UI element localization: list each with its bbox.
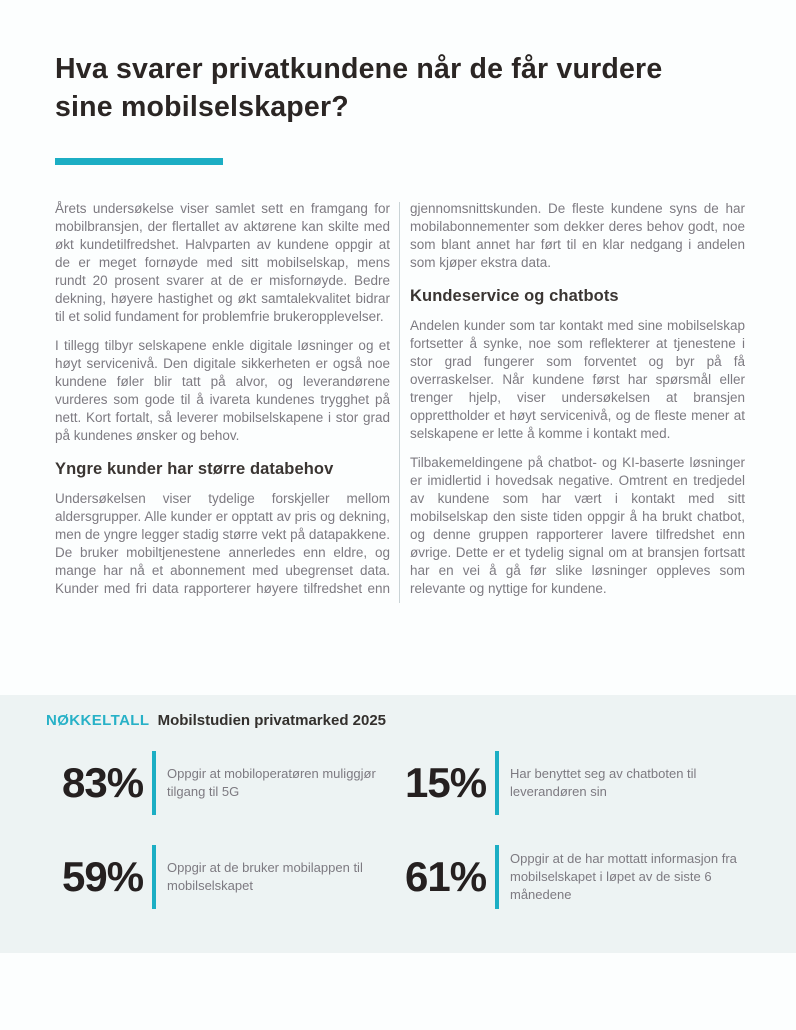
key-figures-eyebrow: NØKKELTALL bbox=[46, 712, 150, 729]
title-accent-rule bbox=[55, 158, 223, 165]
stat-label: Har benyttet seg av chatboten til leverandøren sin bbox=[510, 766, 697, 799]
stat-chatbot bbox=[405, 751, 765, 815]
stat-label: Oppgir at de har mottatt informasjon fra mobilselskapet i løpet av de siste 6 månedene bbox=[510, 851, 737, 902]
stat-divider-bar bbox=[495, 845, 499, 909]
key-figures-title: Mobilstudien privatmarked 2025 bbox=[157, 712, 387, 729]
section-heading-databehov: Yngre kunder har større databehov bbox=[55, 460, 334, 478]
page-title-line-1: Hva svarer privatkundene når de får vurdere bbox=[55, 53, 663, 85]
page-title bbox=[55, 50, 765, 126]
key-figures-grid bbox=[62, 751, 765, 909]
stat-label: Oppgir at mobiloperatøren muliggjør tilgang til 5G bbox=[167, 766, 376, 799]
stat-value: 83% bbox=[62, 759, 144, 806]
article-column-left bbox=[55, 200, 390, 609]
stat-mobilapp bbox=[62, 845, 405, 909]
paragraph: Årets undersøkelse viser samlet sett en framgang for mobilbransjen, der flertallet av aktørene kan skilte med økt kundetilfredshet. Halvparten av kundene oppgir at de er meget fornøyde med sitt mobilselskap, mens rundt 20 prosent svarer at de er misfornøyde. Bedre dekning, høyere hastighet og økt samtalekvalitet bidrar til et solid fundament for problemfrie brukeropplevelser. bbox=[55, 201, 390, 324]
stat-label: Oppgir at de bruker mobilappen til mobilselskapet bbox=[167, 860, 363, 893]
paragraph: Tilbakemeldingene på chatbot- og KI-baserte løsninger er imidlertid i hovedsak negative. Omtrent en tredjedel av kundene som har vært i kontakt med sitt mobilselskap den siste tiden oppgir å ha brukt chatbot, og denne gruppen rapporterer lavere tilfredshet enn øvrige. Dette er et tydelig signal om at bransjen fortsatt har en vei å gå før slike løsninger oppleves som relevante og nyttige for kundene. bbox=[410, 455, 745, 596]
stat-value: 59% bbox=[62, 853, 144, 900]
article-columns bbox=[55, 200, 745, 609]
paragraph: Andelen kunder som tar kontakt med sine mobilselskap fortsetter å synke, noe som reflekterer at tjenestene i stor grad fungerer som forventet og byr på få overraskelser. Når kundene først har spørsmål eller trenger hjelp, viser undersøkelsen at bransjen opprettholder et høyt servicenivå, og de fleste mener at selskapene er lette å komme i kontakt med. bbox=[410, 318, 745, 441]
page-title-line-2: sine mobilselskaper? bbox=[55, 91, 349, 123]
stat-divider-bar bbox=[152, 845, 156, 909]
key-figures-header bbox=[46, 711, 386, 731]
article-column-right bbox=[410, 200, 745, 609]
stat-divider-bar bbox=[495, 751, 499, 815]
column-divider bbox=[399, 202, 400, 603]
paragraph: Undersøkelsen viser tydelige forskjeller mellom aldersgrupper. Alle kunder er opptatt av pris og dekning, men de yngre legger stadig større vekt på datapakkene. De bruker mobiltjenestene annerledes enn eldre, og mange har nå et abonnement med ubegrenset data. Kunder med fri data rapporterer høyere tilfredshet enn bbox=[55, 491, 390, 596]
paragraph: gjennomsnittskunden. De fleste kundene syns de har mobilabonnementer som dekker deres behov godt, noe som blant annet har ført til en klar nedgang i andelen som kjøper ekstra data. bbox=[410, 201, 745, 270]
section-heading-kundeservice: Kundeservice og chatbots bbox=[410, 287, 619, 305]
stat-divider-bar bbox=[152, 751, 156, 815]
stat-5g bbox=[62, 751, 405, 815]
stat-value: 61% bbox=[405, 853, 487, 900]
key-figures-section bbox=[0, 695, 796, 953]
paragraph: I tillegg tilbyr selskapene enkle digitale løsninger og et høyt servicenivå. Den digitale sikkerheten er også noe kundene føler blir tatt på alvor, og leverandørene vurderes som gode til å ivareta kundenes trygghet på nett. Kort fortalt, så leverer mobilselskapene i stor grad på kundenes ønsker og behov. bbox=[55, 338, 390, 443]
stat-informasjon bbox=[405, 845, 765, 909]
stat-value: 15% bbox=[405, 759, 487, 806]
